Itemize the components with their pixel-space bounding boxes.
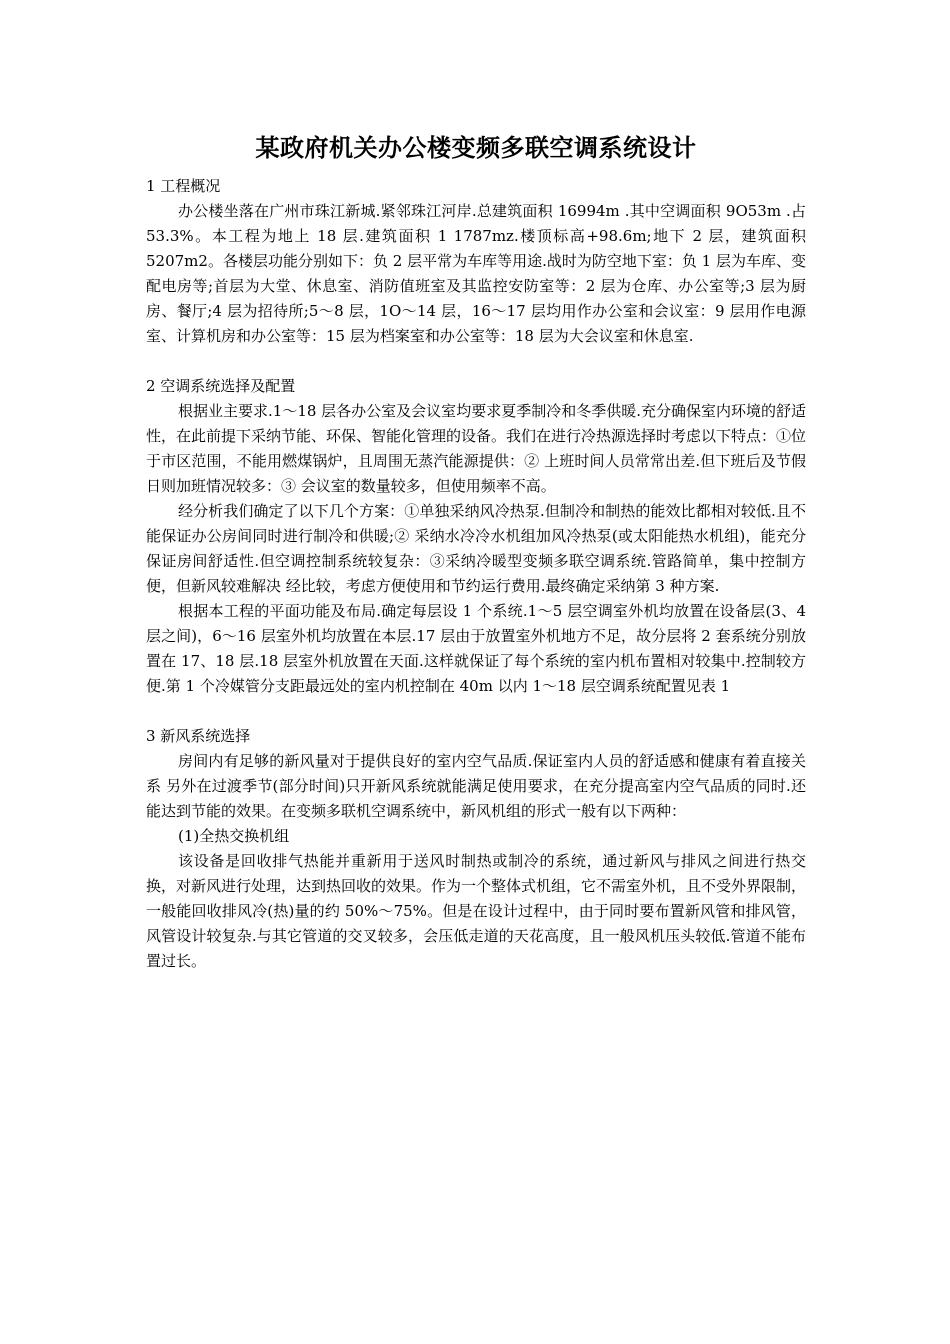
paragraph: 根据本工程的平面功能及布局.确定每层设 1 个系统.1～5 层空调室外机均放置在设备层(3、4 层之间)，6～16 层室外机均放置在本层.17 层由于放置室外机地方不足，故分层将 2 套系统分别放置在 17、18 层.18 层室外机放置在天面.这样就保证了每个系统的室内机布置相对较集中.控制较方便.第 1 个冷媒管分支距最远处的室内机控制在 40m 以内 1～18 层空调系统配置见表 1 (146, 602, 806, 695)
document-page (146, 128, 806, 974)
paragraph: 经分析我们确定了以下几个方案：①单独采纳风冷热泵.但制冷和制热的能效比都相对较低.且不能保证办公房间同时进行制冷和供暖;② 采纳水冷冷水机组加风冷热泵(或太阳能热水机组)，能充分保证房间舒适性.但空调控制系统较复杂：③采纳冷暖型变频多联空调系统.管路简单，集中控制方便，但新风较难解决 经比较，考虑方便使用和节约运行费用.最终确定采纳第 3 种方案. (146, 502, 806, 595)
paragraph: 该设备是回收排气热能并重新用于送风时制热或制冷的系统，通过新风与排风之间进行热交换，对新风进行处理，达到热回收的效果。作为一个整体式机组，它不需室外机，且不受外界限制，一般能回收排风冷(热)量的约 50%～75%。但是在设计过程中，由于同时要布置新风管和排风管，风管设计较复杂.与其它管道的交叉较多，会压低走道的天花高度，且一般风机压头较低.管道不能布置过长。 (146, 852, 807, 970)
paragraph: 根据业主要求.1～18 层各办公室及会议室均要求夏季制冷和冬季供暖.充分确保室内环境的舒适性，在此前提下采纳节能、环保、智能化管理的设备。我们在进行冷热源选择时考虑以下特点：①位于市区范围，不能用燃煤锅炉，且周围无蒸汽能源提供：② 上班时间人员常常出差.但下班后及节假日则加班情况较多：③ 会议室的数量较多，但使用频率不高。 (146, 402, 807, 495)
section-project-overview (146, 174, 806, 349)
document-title: 某政府机关办公楼变频多联空调系统设计 (255, 134, 697, 162)
section-spacer (146, 349, 806, 374)
paragraph: 办公楼坐落在广州市珠江新城.紧邻珠江河岸.总建筑面积 16994m .其中空调面积 9O53m .占 53.3%。本工程为地上 18 层.建筑面积 1 1787mz.楼顶标高+98.6m;地下 2 层，建筑面积 5207m2。各楼层功能分别如下：负 2 层平常为车库等用途.战时为防空地下室：负 1 层为车库、变配电房等;首层为大堂、休息室、消防值班室及其监控安防室等：2 层为仓库、办公室等;3 层为厨房、餐厅;4 层为招待所;5～8 层，1O～14 层，16～17 层均用作办公室和会议室：9 层用作电源室、计算机房和办公室等：15 层为档案室和办公室等：18 层为大会议室和休息室. (146, 202, 806, 345)
subheading: (1)全热交换机组 (178, 827, 290, 845)
section-ac-system-selection (146, 374, 806, 699)
section-fresh-air-system (146, 724, 806, 974)
paragraph: 房间内有足够的新风量对于提供良好的室内空气品质.保证室内人员的舒适感和健康有着直接关系 另外在过渡季节(部分时间)只开新风系统就能满足使用要求，在充分提高室内空气品质的同时.还能达到节能的效果。在变频多联机空调系统中，新风机组的形式一般有以下两种： (146, 752, 806, 820)
section-heading: 1 工程概况 (146, 177, 221, 195)
section-heading: 2 空调系统选择及配置 (146, 377, 296, 395)
section-spacer (146, 699, 806, 724)
section-heading: 3 新风系统选择 (146, 727, 251, 745)
